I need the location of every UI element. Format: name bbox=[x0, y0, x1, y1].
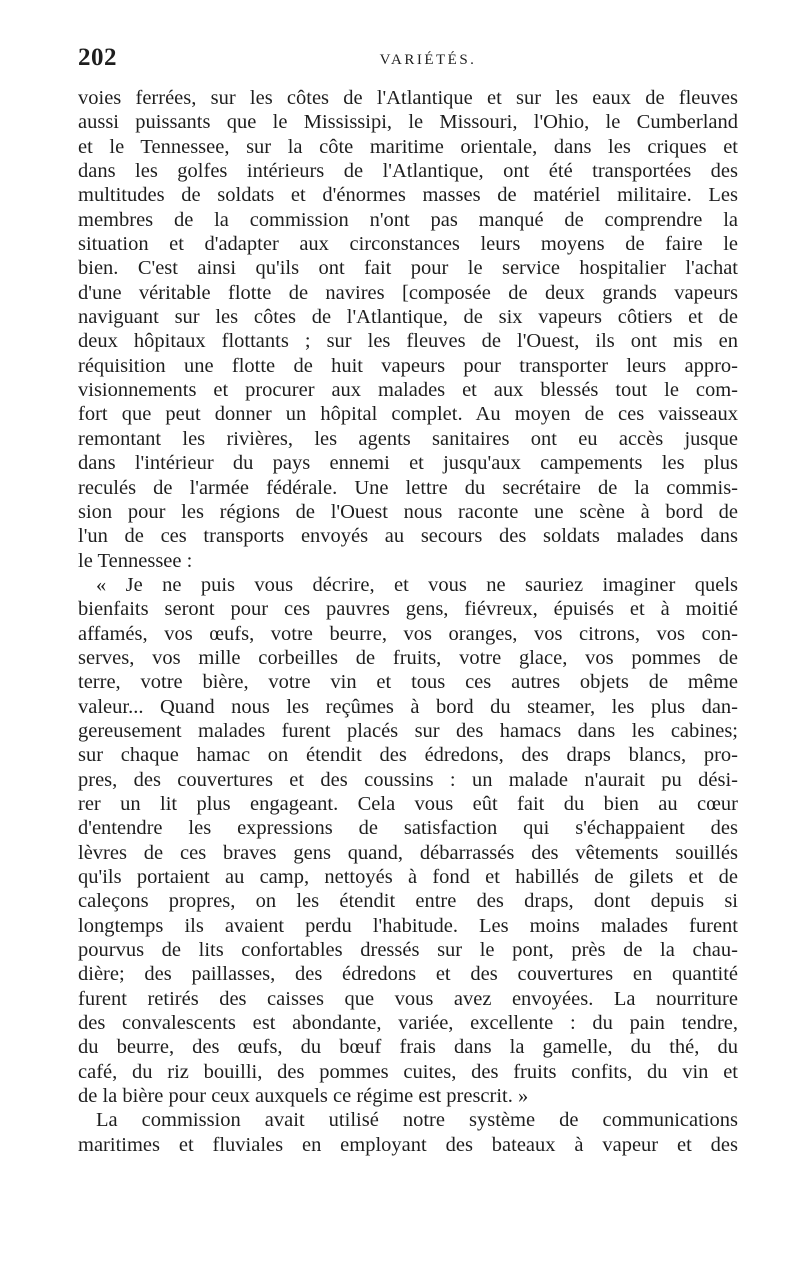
text-line: des convalescents est abondante, variée, excellente : du pain tendre, bbox=[78, 1012, 738, 1035]
text-line: fort que peut donner un hôpital complet. Au moyen de ces vaisseaux bbox=[78, 403, 738, 426]
text-line: visionnements et procurer aux malades et aux blessés tout le com- bbox=[78, 379, 738, 402]
text-line: café, du riz bouilli, des pommes cuites, des fruits confits, du vin et bbox=[78, 1060, 738, 1083]
text-line: dans les golfes intérieurs de l'Atlantique, ont été transportées des bbox=[78, 160, 738, 183]
quote-start-line: « Je ne puis vous décrire, et vous ne sauriez imaginer quels bbox=[96, 573, 738, 596]
text-line: reculés de l'armée fédérale. Une lettre du secrétaire de la commis- bbox=[78, 476, 738, 499]
text-line: du beurre, des œufs, du bœuf frais dans la gamelle, du thé, du bbox=[78, 1036, 738, 1059]
text-line: bien. C'est ainsi qu'ils ont fait pour le service hospitalier l'achat bbox=[78, 257, 738, 280]
text-line: sur chaque hamac on étendit des édredons, des draps blancs, pro- bbox=[78, 744, 738, 767]
text-line: membres de la commission n'ont pas manqué de comprendre la bbox=[78, 208, 738, 231]
text-line: pres, des couvertures et des coussins : un malade n'aurait pu dési- bbox=[78, 768, 738, 791]
text-line: réquisition une flotte de huit vapeurs pour transporter leurs appro- bbox=[78, 354, 738, 377]
text-line: furent retirés des caisses que vous avez envoyées. La nourriture bbox=[78, 987, 738, 1010]
text-line: lèvres de ces braves gens quand, débarrassés des vêtements souillés bbox=[78, 841, 738, 864]
paragraph-start-line: La commission avait utilisé notre système de communications bbox=[96, 1109, 738, 1132]
body-text bbox=[78, 86, 738, 1157]
text-line: gereusement malades furent placés sur des hamacs dans les cabines; bbox=[78, 719, 738, 742]
text-line: dière; des paillasses, des édredons et des couvertures en quantité bbox=[78, 963, 738, 986]
text-line: d'une véritable flotte de navires [composée de deux grands vapeurs bbox=[78, 281, 738, 304]
text-line: valeur... Quand nous les reçûmes à bord du steamer, les plus dan- bbox=[78, 695, 738, 718]
text-line: affamés, vos œufs, votre beurre, vos oranges, vos citrons, vos con- bbox=[78, 622, 738, 645]
text-line: remontant les rivières, les agents sanitaires ont eu accès jusque bbox=[78, 427, 738, 450]
text-line: et le Tennessee, sur la côte maritime orientale, dans les criques et bbox=[78, 135, 738, 158]
text-line: situation et d'adapter aux circonstances leurs moyens de faire le bbox=[78, 233, 738, 256]
paragraph-end-line: le Tennessee : bbox=[78, 549, 193, 572]
text-line: multitudes de soldats et d'énormes masses de matériel militaire. Les bbox=[78, 184, 738, 207]
text-line: longtemps ils avaient perdu l'habitude. Les moins malades furent bbox=[78, 914, 738, 937]
text-line: pourvus de lits confortables dressés sur le pont, près de la chau- bbox=[78, 939, 738, 962]
quote-end-line: de la bière pour ceux auxquels ce régime est prescrit. » bbox=[78, 1085, 529, 1108]
text-line: aussi puissants que le Mississipi, le Missouri, l'Ohio, le Cumberland bbox=[78, 111, 738, 134]
text-line: rer un lit plus engageant. Cela vous eût fait du bien au cœur bbox=[78, 792, 738, 815]
running-head: VARIÉTÉS. bbox=[379, 52, 477, 68]
page-header bbox=[78, 42, 738, 78]
text-line: bienfaits seront pour ces pauvres gens, fiévreux, épuisés et à moitié bbox=[78, 598, 738, 621]
text-line: naviguant sur les côtes de l'Atlantique, de six vapeurs côtiers et de bbox=[78, 306, 738, 329]
text-line: dans l'intérieur du pays ennemi et jusqu'aux campements les plus bbox=[78, 452, 738, 475]
text-line: terre, votre bière, votre vin et tous ces autres objets de même bbox=[78, 671, 738, 694]
text-line: voies ferrées, sur les côtes de l'Atlantique et sur les eaux de fleuves bbox=[78, 87, 738, 109]
text-line: sion pour les régions de l'Ouest nous raconte une scène à bord de bbox=[78, 500, 738, 523]
text-line: l'un de ces transports envoyés au secours des soldats malades dans bbox=[78, 525, 738, 548]
text-line: qu'ils portaient au camp, nettoyés à fond et habillés de gilets et de bbox=[78, 866, 738, 888]
text-line: serves, vos mille corbeilles de fruits, votre glace, vos pommes de bbox=[78, 646, 738, 669]
page-number: 202 bbox=[78, 44, 117, 71]
text-line: maritimes et fluviales en employant des bateaux à vapeur et des bbox=[78, 1133, 738, 1156]
text-line: caleçons propres, on les étendit entre des draps, dont depuis si bbox=[78, 890, 738, 913]
text-line: deux hôpitaux flottants ; sur les fleuves de l'Ouest, ils ont mis en bbox=[78, 330, 738, 353]
text-line: d'entendre les expressions de satisfaction qui s'échappaient des bbox=[78, 817, 738, 840]
